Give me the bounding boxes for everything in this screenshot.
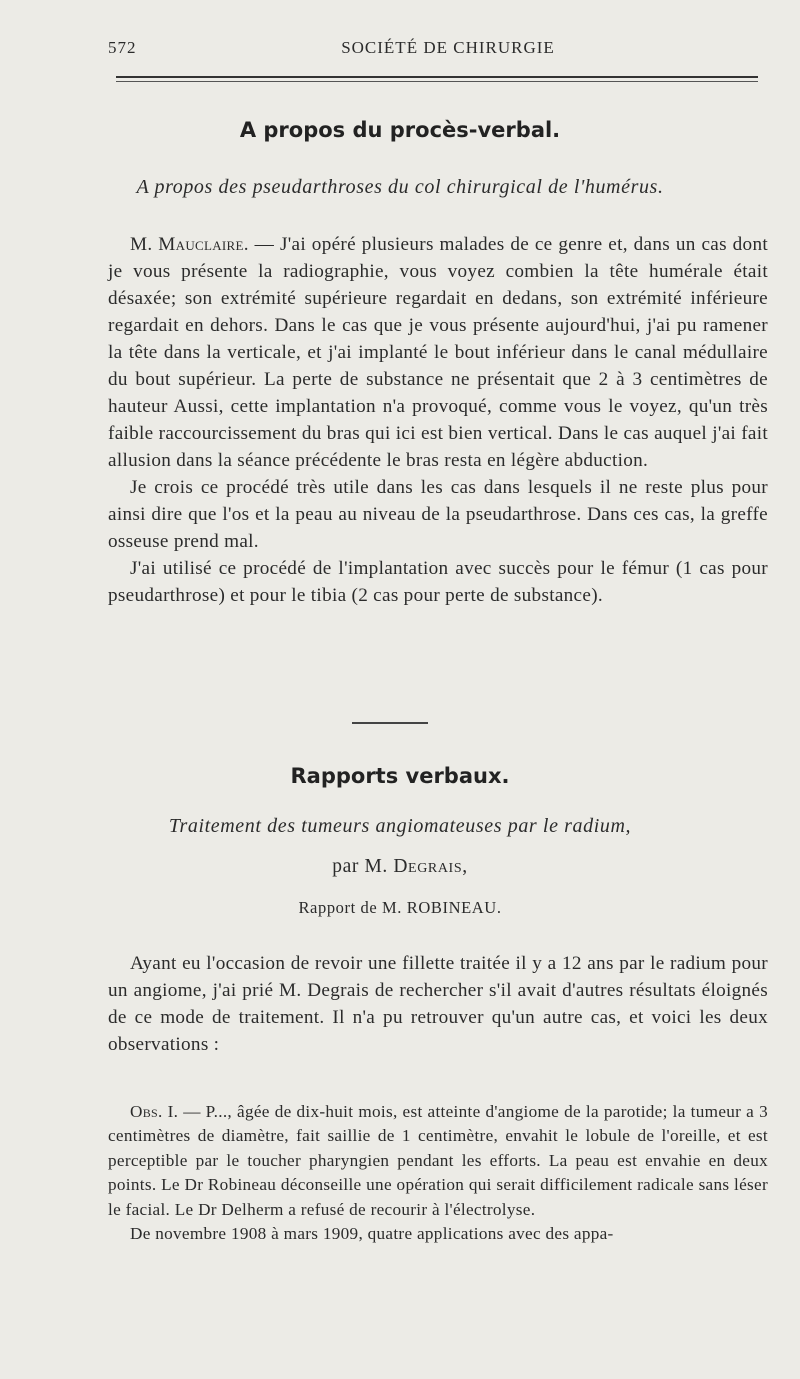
- paragraph: Ayant eu l'occasion de revoir une fillette traitée il y a 12 ans par le radium pour un angiome, j'ai prié M. Degrais de rechercher s'il avait d'autres résultats éloignés de ce mode de traitement. Il n'a pu retrouver qu'un autre cas, et voici les deux observations :: [108, 953, 768, 1055]
- author-line: [0, 856, 800, 878]
- journal-title: SOCIÉTÉ DE CHIRURGIE: [341, 38, 555, 57]
- section-title-rapports: Rapports verbaux.: [290, 764, 510, 788]
- author-prefix: par M.: [332, 856, 394, 877]
- reporter-name: ROBINEAU.: [406, 898, 502, 917]
- report-prefix: Rapport de M.: [298, 898, 407, 917]
- paragraph: Je crois ce procédé très utile dans les cas dans lesquels il ne reste plus pour ainsi dire que l'os et la peau au niveau de la pseudarthrose. Dans ces cas, la greffe osseuse prend mal.: [108, 477, 768, 552]
- mauclaire-text: [108, 231, 768, 609]
- observation-paragraph: [108, 1100, 768, 1222]
- report-line: [0, 898, 800, 918]
- section-subtitle-pseudarthroses: A propos des pseudarthroses du col chirurgical de l'humérus.: [136, 176, 664, 198]
- observation-text: [108, 1100, 768, 1246]
- page-number: 572: [108, 38, 137, 57]
- observation-label: Obs. I.: [130, 1102, 179, 1121]
- observation-body: — P..., âgée de dix-huit mois, est atteinte d'angiome de la parotide; la tumeur a 3 centimètres de diamètre, fait saillie de 1 centimètre, envahit le lobule de l'oreille, et est perceptible par le toucher pharyngien pendant les efforts. La peau est envahie en deux points. Le Dr Robineau déconseille une opération qui serait difficilement radicale sans léser le facial. Le Dr Delherm a refusé de recourir à l'électrolyse.: [108, 1102, 768, 1219]
- observation-paragraph: De novembre 1908 à mars 1909, quatre applications avec des appa-: [130, 1224, 614, 1244]
- section-divider: [352, 722, 428, 724]
- paragraph-text: — J'ai opéré plusieurs malades de ce genre et, dans un cas dont je vous présente la radiographie, vous voyez combien la tête humérale était désaxée; son extrémité supérieure regardait en dedans, son extrémité inférieure regardait en dehors. Dans le cas que je vous présente aujourd'hui, j'ai pu ramener la tête dans la verticale, et j'ai implanté le bout inférieur dans le canal médullaire du bout supérieur. La perte de substance ne présentait que 2 à 3 centimètres de hauteur Aussi, cette implantation n'a provoqué, comme vous le voyez, qu'un très faible raccourcissement du bras qui ici est bien vertical. Dans le cas auquel j'ai fait allusion dans la séance précédente le bras resta en légère abduction.: [108, 234, 768, 471]
- speaker-name: M. Mauclaire.: [130, 234, 249, 255]
- paragraph: J'ai utilisé ce procédé de l'implantation avec succès pour le fémur (1 cas pour pseudarthrose) et pour le tibia (2 cas pour perte de substance).: [108, 558, 768, 606]
- author-name: Degrais,: [393, 856, 468, 877]
- section-title-proces-verbal: A propos du procès-verbal.: [239, 118, 561, 142]
- robineau-text: [108, 950, 768, 1058]
- section-subtitle-radium: Traitement des tumeurs angiomateuses par le radium,: [168, 815, 632, 837]
- paragraph: [108, 231, 768, 474]
- header-rule: [116, 76, 758, 82]
